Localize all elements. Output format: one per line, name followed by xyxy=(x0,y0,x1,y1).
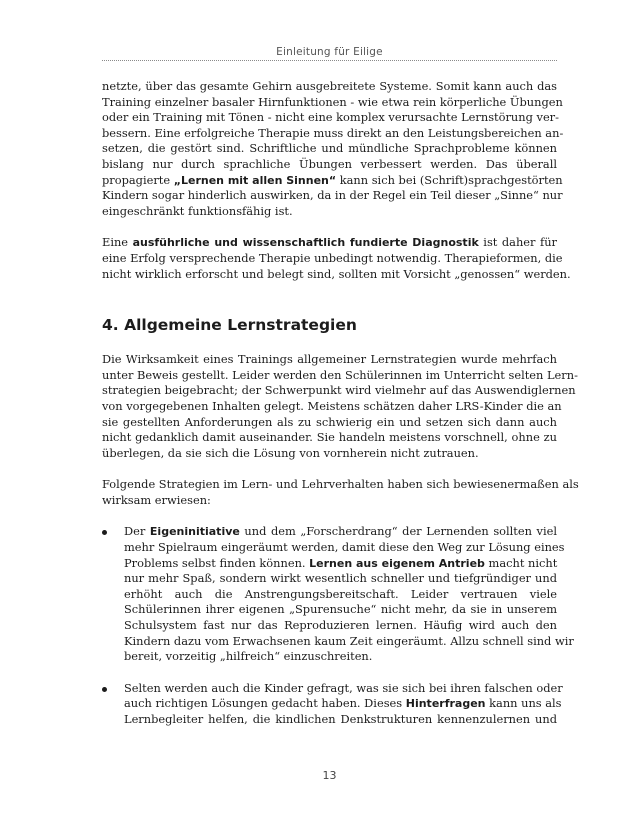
bullet-text xyxy=(124,524,574,664)
strategy-list xyxy=(102,524,574,727)
text-line: Lernbegleiter helfen, die kindlichen Denkstrukturen kennenzulernen und xyxy=(124,712,557,726)
text-line: Selten werden auch die Kinder gefragt, was sie sich bei ihren falschen oder xyxy=(124,680,563,695)
text-line: Problems selbst finden können. Lernen aus eigenem Antrieb macht nicht xyxy=(124,555,558,570)
bold-phrase: ausführliche und wissenschaftlich fundierte Diagnostik xyxy=(132,236,479,250)
bold-phrase: „Lernen mit allen Sinnen“ xyxy=(173,173,337,187)
text-line: überlegen, da sie sich die Lösung von vornherein nicht zutrauen. xyxy=(102,445,479,460)
list-item xyxy=(102,680,563,728)
text-line: Eine ausführliche und wissenschaftlich fundierte Diagnostik ist daher für xyxy=(102,235,558,250)
bold-phrase: Eigeninitiative xyxy=(149,525,240,539)
text-line: Kindern dazu vom Erwachsenen kaum Zeit eingeräumt. Allzu schnell sind wir xyxy=(124,633,574,648)
text-line: wirksam erwiesen: xyxy=(102,492,211,507)
text-line: auch richtigen Lösungen gedacht haben. Dieses Hinterfragen kann uns als xyxy=(124,696,562,711)
text-line: strategien beigebracht; der Schwerpunkt wird vielmehr auf das Auswendiglernen xyxy=(102,383,576,398)
text-line: Schulsystem fast nur das Reproduzieren lernen. Häufig wird auch den xyxy=(124,618,557,633)
text-line: von vorgegebenen Inhalten gelegt. Meistens schätzen daher LRS-Kinder die an xyxy=(102,398,562,413)
text-line: bessern. Eine erfolgreiche Therapie muss direkt an den Leistungsbereichen an- xyxy=(102,125,564,140)
text-line: mehr Spielraum eingeräumt werden, damit diese den Weg zur Lösung eines xyxy=(124,540,565,555)
text-line: Folgende Strategien im Lern- und Lehrverhalten haben sich bewiesenermaßen als xyxy=(102,477,579,492)
text-line: nicht wirklich erforscht und belegt sind, sollten mit Vorsicht „genossen“ werden. xyxy=(102,266,571,281)
text-line: Der Eigeninitiative und dem „Forscherdrang“ der Lernenden sollten viel xyxy=(124,524,557,539)
page-content xyxy=(102,79,579,728)
bold-phrase: Lernen aus eigenem Antrieb xyxy=(309,556,485,570)
running-header: Einleitung für Eilige xyxy=(276,46,383,58)
text-line: eingeschränkt funktionsfähig ist. xyxy=(102,203,293,218)
text-line: unter Beweis gestellt. Leider werden den Schülerinnen im Unterricht selten Lern- xyxy=(102,367,578,382)
bullet-icon xyxy=(102,530,107,535)
text-line: oder ein Training mit Tönen - nicht eine komplex verursachte Lernstörung ver- xyxy=(102,110,559,125)
text-line: Schülerinnen ihrer eigenen „Spurensuche“ nicht mehr, da sie in unserem xyxy=(124,602,557,617)
text-line: sie gestellten Anforderungen als zu schwierig ein und setzen sich dann auch xyxy=(102,414,557,429)
text-line: erhöht auch die Anstrengungsbereitschaft. Leider vertrauen viele xyxy=(124,586,557,601)
bullet-icon xyxy=(102,687,107,692)
text-line: nur mehr Spaß, sondern wirkt wesentlich schneller und tiefgründiger und xyxy=(124,571,557,586)
text-line: Die Wirksamkeit eines Trainings allgemeiner Lernstrategien wurde mehrfach xyxy=(102,352,557,367)
bullet-text xyxy=(124,680,563,728)
text-line: bislang nur durch sprachliche Übungen verbessert werden. Das überall xyxy=(102,156,557,171)
text-line: nicht gedanklich damit auseinander. Sie handeln meistens vorschnell, ohne zu xyxy=(102,430,557,445)
text-line: eine Erfolg versprechende Therapie unbedingt notwendig. Therapieformen, die xyxy=(102,250,563,265)
paragraph-diagnostics xyxy=(102,235,571,282)
text-line: bereit, vorzeitig „hilfreich“ einzuschreiten. xyxy=(124,649,373,664)
paragraph-learning-strategies xyxy=(102,352,578,461)
text-line: propagierte „Lernen mit allen Sinnen“ kann sich bei (Schrift)sprachgestörten xyxy=(102,172,563,187)
page-number: 13 xyxy=(322,769,337,782)
header-rule xyxy=(102,60,557,61)
bold-phrase: Hinterfragen xyxy=(405,697,486,711)
list-item xyxy=(102,524,574,664)
paragraph-brain-systems xyxy=(102,79,564,219)
paragraph-strategies-intro xyxy=(102,477,579,508)
text-line: Training einzelner basaler Hirnfunktionen - wie etwa rein körperliche Übungen xyxy=(102,94,563,109)
text-line: Kindern sogar hinderlich auswirken, da in der Regel ein Teil dieser „Sinne“ nur xyxy=(102,188,563,203)
text-line: netzte, über das gesamte Gehirn ausgebreitete Systeme. Somit kann auch das xyxy=(102,79,557,93)
section-heading: 4. Allgemeine Lernstrategien xyxy=(102,316,357,335)
text-line: setzen, die gestört sind. Schriftliche und mündliche Sprachprobleme können xyxy=(102,141,557,156)
